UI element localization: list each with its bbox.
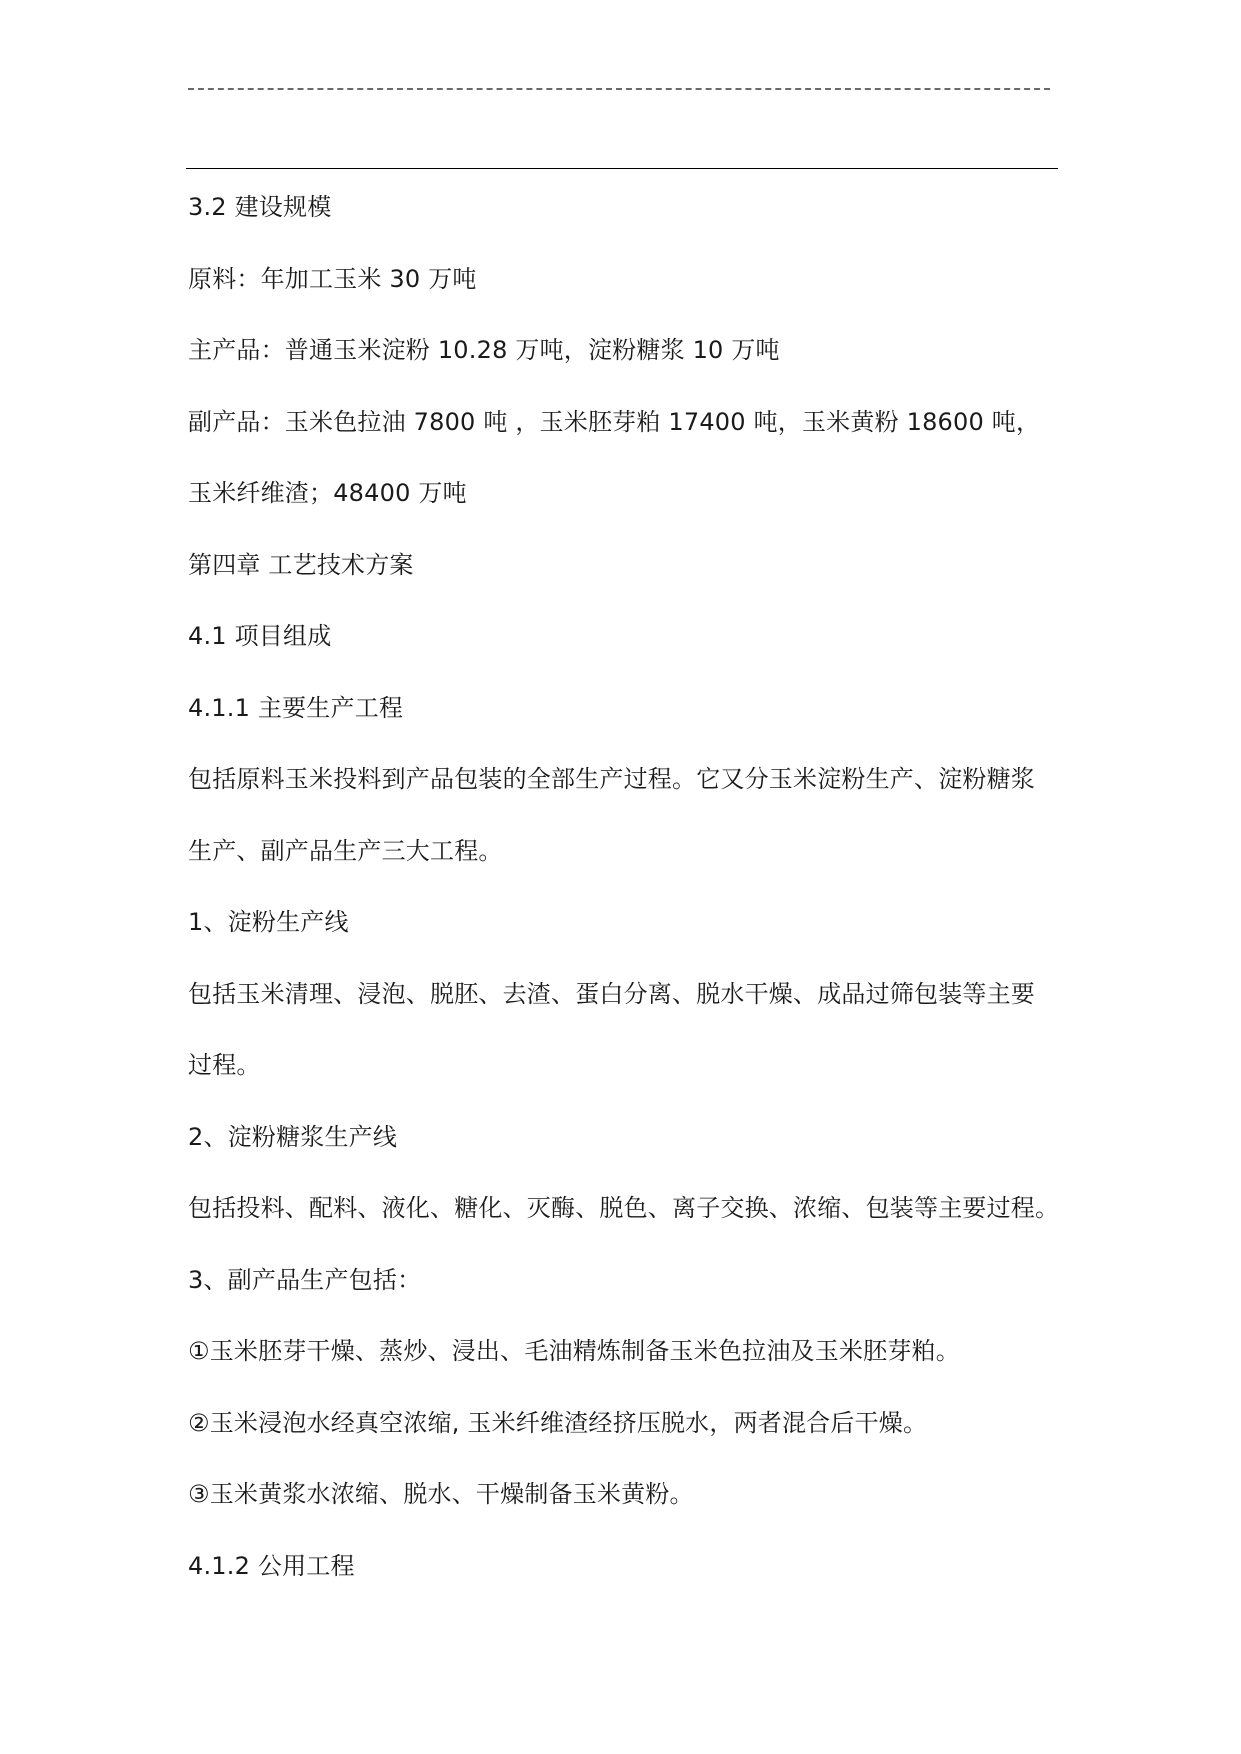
section-heading-4-1-1: 4.1.1 主要生产工程 — [188, 693, 404, 722]
list-heading-3: 3、副产品生产包括： — [188, 1265, 422, 1294]
paragraph-line: 生产、副产品生产三大工程。 — [188, 836, 503, 865]
paragraph-line: 包括玉米清理、浸泡、脱胚、去渣、蛋白分离、脱水干燥、成品过筛包装等主要 — [188, 979, 1035, 1008]
by-products-line-continued: 玉米纤维渣；48400 万吨 — [188, 479, 467, 507]
paragraph-line: 过程。 — [188, 1051, 261, 1079]
paragraph-line: 包括原料玉米投料到产品包装的全部生产过程。它又分玉米淀粉生产、淀粉糖浆 — [188, 765, 1035, 793]
sub-item-3: ③玉米黄浆水浓缩、脱水、干燥制备玉米黄粉。 — [188, 1480, 694, 1508]
paragraph-line: 包括投料、配料、液化、糖化、灭酶、脱色、离子交换、浓缩、包装等主要过程。 — [188, 1194, 1060, 1222]
list-heading-2: 2、淀粉糖浆生产线 — [188, 1122, 398, 1151]
header-dashed-line — [188, 88, 1050, 90]
main-products-line: 主产品：普通玉米淀粉 10.28 万吨，淀粉糖浆 10 万吨 — [188, 336, 780, 364]
section-heading-3-2: 3.2 建设规模 — [188, 193, 332, 221]
section-heading-4-1-2: 4.1.2 公用工程 — [188, 1551, 355, 1580]
sub-item-1: ①玉米胚芽干燥、蒸炒、浸出、毛油精炼制备玉米色拉油及玉米胚芽粕。 — [188, 1337, 960, 1365]
by-products-line: 副产品：玉米色拉油 7800 吨 ，玉米胚芽粕 17400 吨，玉米黄粉 18600 吨， — [188, 407, 1041, 436]
list-heading-1: 1、淀粉生产线 — [188, 908, 349, 936]
raw-material-line: 原料：年加工玉米 30 万吨 — [188, 264, 477, 293]
document-body — [188, 183, 1068, 1613]
sub-item-2: ②玉米浸泡水经真空浓缩, 玉米纤维渣经挤压脱水，两者混合后干燥。 — [188, 1408, 928, 1437]
section-heading-4-1: 4.1 项目组成 — [188, 622, 332, 650]
header-rule — [186, 168, 1058, 169]
chapter-heading-4: 第四章 工艺技术方案 — [188, 550, 414, 579]
